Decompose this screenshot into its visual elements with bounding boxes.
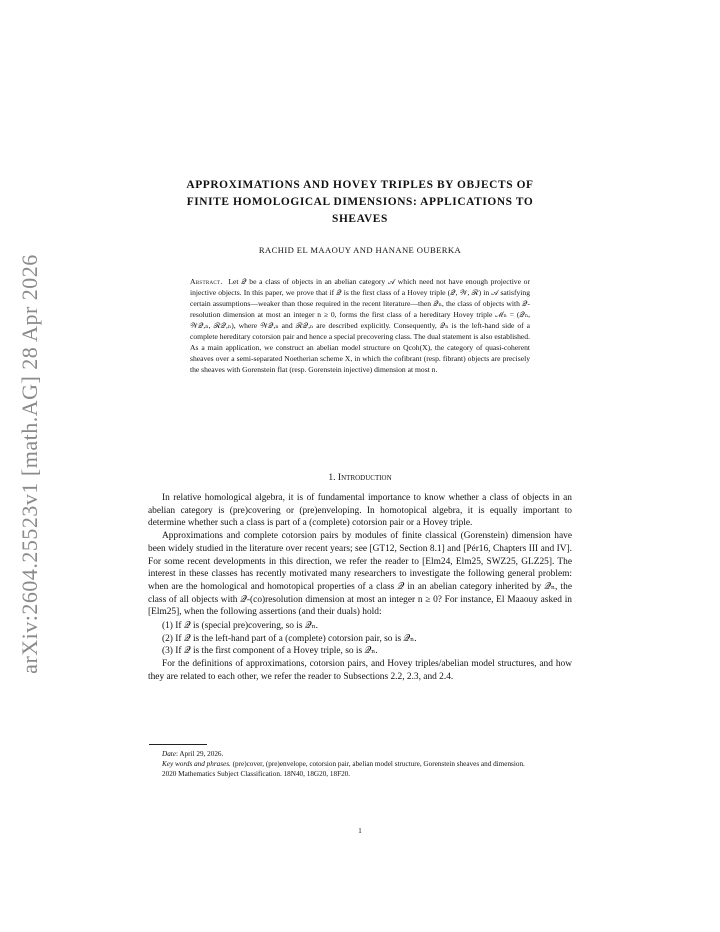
section-heading — [150, 472, 570, 483]
body-paragraph: For the definitions of approximations, cotorsion pairs, and Hovey triples/abelian model structures, and how they are related to each other, we refer the reader to Subsections 2.2, 2.3, and 2.4. — [148, 659, 572, 682]
list-item: (1) If 𝒬 is (special pre)covering, so is 𝒬ₙ. — [162, 621, 319, 632]
main-body — [148, 492, 572, 684]
footnotes — [148, 749, 572, 780]
footnote-divider — [149, 744, 207, 745]
list-item: (3) If 𝒬 is the first component of a Hovey triple, so is 𝒬ₙ. — [162, 646, 378, 657]
author-list: RACHID EL MAAOUY AND HANANE OUBERKA — [258, 245, 462, 255]
question-list — [148, 620, 572, 658]
section-number: 1. — [328, 472, 336, 483]
list-item: (2) If 𝒬 is the left-hand part of a (complete) cotorsion pair, so is 𝒬ₙ. — [162, 633, 417, 644]
keywords-label: Key words and phrases. — [162, 760, 231, 769]
footnote-keywords — [148, 759, 572, 769]
date-label: Date — [162, 750, 176, 758]
abstract-label: Abstract. — [190, 277, 223, 286]
title-line-1: APPROXIMATIONS AND HOVEY TRIPLES BY OBJECTS OF — [186, 179, 534, 191]
section-title: Introduction — [337, 472, 392, 483]
abstract — [190, 276, 530, 375]
body-paragraph: In relative homological algebra, it is of fundamental importance to know whether a class of objects in an abelian category is (pre)covering or (pre)enveloping. In homotopical algebra, it is equally important to determine whether such a class is part of a (complete) cotorsion pair or a Hovey triple. — [148, 493, 572, 529]
footnote-msc: 2020 Mathematics Subject Classification. 18N40, 18G20, 18F20. — [162, 770, 351, 779]
footnote-date — [148, 749, 572, 759]
title-line-3: SHEAVES — [332, 213, 388, 225]
page-number: 1 — [358, 826, 362, 835]
paper-title — [150, 177, 570, 228]
body-paragraph: Approximations and complete cotorsion pairs by modules of finite classical (Gorenstein) dimension have been widely studied in the literature over recent years; see [GT12, Section 8.1] and [Pér16, Chapters III and IV]. For some recent developments in this direction, we refer the reader to [Elm24, Elm25, SWZ25, GLZ25]. The interest in these classes has recently motivated many researchers to investigate the following general problem: when are the homological and homotopical properties of a class 𝒬 in an abelian category inherited by 𝒬ₙ, the class of all objects with 𝒬-(co)resolution dimension at most an integer n ≥ 0? For instance, El Maaouy asked in [Elm25], when the following assertions (and their duals) hold: — [148, 531, 572, 618]
abstract-text: Let 𝒬 be a class of objects in an abelian category 𝒜 which need not have enough projective or injective objects. In this paper, we prove that if 𝒬 is the first class of a Hovey triple (𝒬, 𝒲, ℛ) in 𝒜 satisfying certain assumptions—weaker than those required in the recent literature—then 𝒬ₙ, the class of objects with 𝒬-resolution dimension at most an integer n ≥ 0, forms the first class of a hereditary Hovey triple ℳₙ = (𝒬ₙ, 𝒲𝒬,ₙ, ℛ𝒬,ₙ), where 𝒲𝒬,ₙ and ℛ𝒬,ₙ are described explicitly. Consequently, 𝒬ₙ is the left-hand side of a complete hereditary cotorsion pair and hence a special precovering class. The dual statement is also established. As a main application, we construct an abelian model structure on Qcoh(X), the category of quasi-coherent sheaves over a semi-separated Noetherian scheme X, in which the cofibrant (resp. fibrant) objects are precisely the sheaves with Gorenstein flat (resp. Gorenstein injective) dimension at most n. — [190, 277, 531, 374]
date-value: : April 29, 2026. — [175, 750, 224, 758]
keywords-value: (pre)cover, (pre)envelope, cotorsion pair, abelian model structure, Gorenstein sheaves and dimension. — [230, 760, 525, 769]
arxiv-identifier-stamp: arXiv:2604.25523v1 [math.AG] 28 Apr 2026 — [17, 254, 42, 674]
title-line-2: FINITE HOMOLOGICAL DIMENSIONS: APPLICATIONS TO — [186, 196, 534, 208]
